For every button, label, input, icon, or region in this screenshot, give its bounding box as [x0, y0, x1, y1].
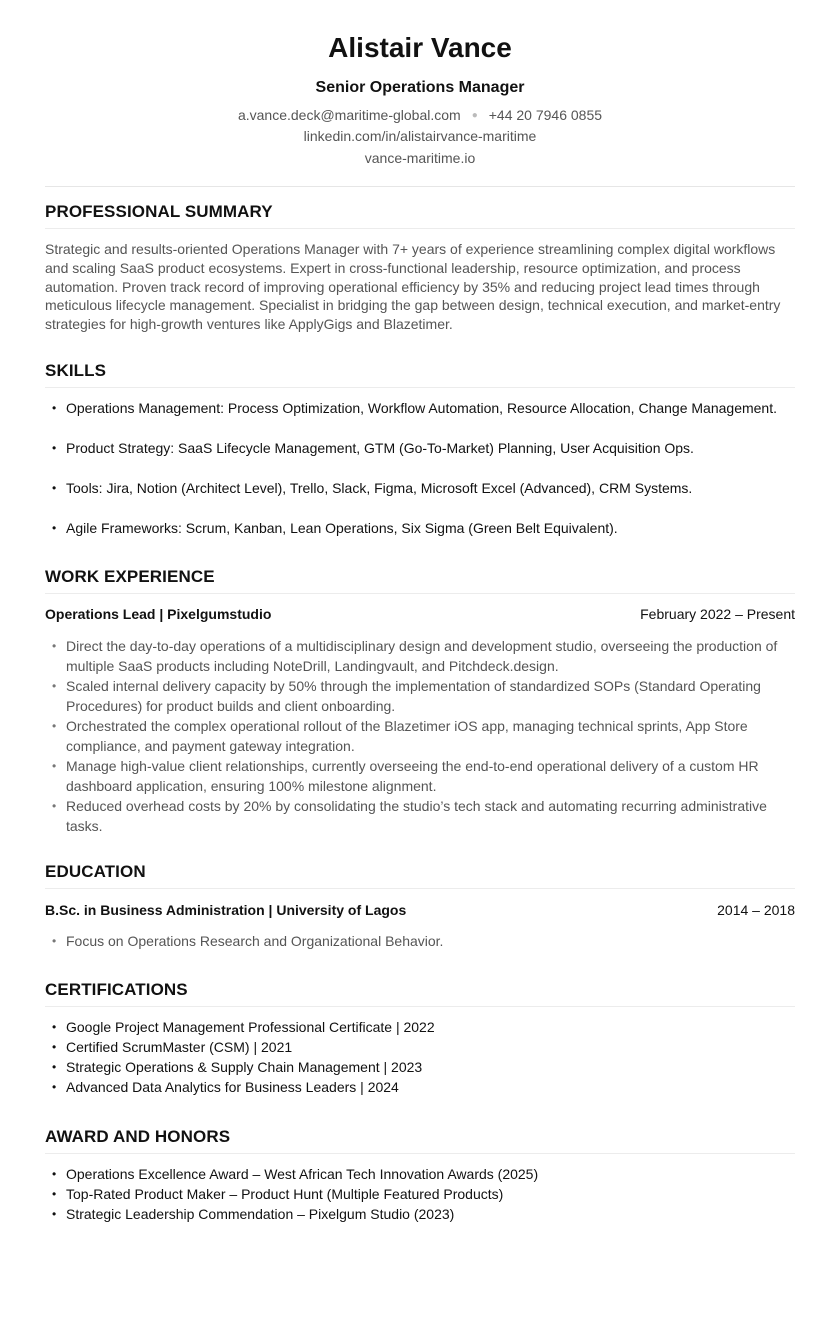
education-bullet: • Focus on Operations Research and Organizational Behavior.: [45, 931, 795, 951]
skill-item: • Operations Management: Process Optimization, Workflow Automation, Resource Allocation, Change Management.: [45, 398, 795, 418]
job-bullet: • Orchestrated the complex operational rollout of the Blazetimer iOS app, managing technical sprints, App Store compliance, and payment gateway integration.: [45, 716, 795, 756]
job-bullet: • Manage high-value client relationships, currently overseeing the end-to-end operational delivery of a custom HR dashboard application, ensuring 100% milestone alignment.: [45, 756, 795, 796]
section-divider: [45, 888, 795, 889]
candidate-title: Senior Operations Manager: [315, 79, 525, 96]
linkedin-link[interactable]: linkedin.com/in/alistairvance-maritime: [303, 128, 537, 144]
certification-item: • Certified ScrumMaster (CSM) | 2021: [45, 1037, 795, 1057]
education-bullets: [45, 931, 795, 951]
job-bullet: • Reduced overhead costs by 20% by consolidating the studio’s tech stack and automating recurring administrative tasks.: [45, 796, 795, 836]
section-divider: [45, 1006, 795, 1007]
awards-list: [45, 1164, 795, 1224]
skill-item: • Tools: Jira, Notion (Architect Level), Trello, Slack, Figma, Microsoft Excel (Advanced), CRM Systems.: [45, 478, 795, 498]
section-divider: [45, 593, 795, 594]
section-divider: [45, 228, 795, 229]
certification-item: • Google Project Management Professional Certificate | 2022: [45, 1017, 795, 1037]
degree: B.Sc. in Business Administration | University of Lagos: [45, 902, 407, 918]
section-divider: [45, 1153, 795, 1154]
award-item: • Top-Rated Product Maker – Product Hunt (Multiple Featured Products): [45, 1184, 795, 1204]
award-item: • Operations Excellence Award – West African Tech Innovation Awards (2025): [45, 1164, 795, 1184]
section-heading-certifications: CERTIFICATIONS: [45, 980, 188, 999]
section-heading-experience: WORK EXPERIENCE: [45, 567, 215, 586]
job-role: Operations Lead | Pixelgumstudio: [45, 606, 272, 622]
certification-item: • Strategic Operations & Supply Chain Management | 2023: [45, 1057, 795, 1077]
certification-item: • Advanced Data Analytics for Business Leaders | 2024: [45, 1077, 795, 1097]
separator-dot-icon: ●: [471, 110, 478, 121]
section-divider: [45, 387, 795, 388]
job-bullet: • Direct the day-to-day operations of a multidisciplinary design and development studio, overseeing the production of multiple SaaS products including NoteDrill, Landingvault, and Pitchdeck.design.: [45, 636, 795, 676]
job-header: [45, 605, 795, 623]
job-bullet: • Scaled internal delivery capacity by 50% through the implementation of standardized SOPs (Standard Operating Procedures) for product builds and client onboarding.: [45, 676, 795, 716]
education-dates: 2014 – 2018: [717, 902, 795, 918]
phone-number[interactable]: +44 20 7946 0855: [488, 107, 603, 123]
summary-text: Strategic and results-oriented Operations Manager with 7+ years of experience streamlining complex digital workflows and scaling SaaS product ecosystems. Expert in cross-functional leadership, resource optimization, and process automation. Proven track record of improving operational efficiency by 35% and reducing project lead times through meticulous lifecycle management. Specialist in bridging the gap between design, technical execution, and market-entry strategies for high-growth ventures like ApplyGigs and Blazetimer.: [45, 241, 781, 333]
skill-item: • Product Strategy: SaaS Lifecycle Management, GTM (Go-To-Market) Planning, User Acquisition Ops.: [45, 438, 795, 458]
job-dates: February 2022 – Present: [640, 606, 795, 622]
section-heading-skills: SKILLS: [45, 361, 107, 380]
certifications-list: [45, 1017, 795, 1097]
section-heading-education: EDUCATION: [45, 862, 146, 881]
website-link[interactable]: vance-maritime.io: [364, 150, 476, 166]
award-item: • Strategic Leadership Commendation – Pixelgum Studio (2023): [45, 1204, 795, 1224]
job-bullets: [45, 636, 795, 836]
header-divider: [45, 186, 795, 187]
candidate-name: Alistair Vance: [328, 32, 512, 63]
skills-list: [45, 398, 795, 558]
section-heading-summary: PROFESSIONAL SUMMARY: [45, 202, 273, 221]
email-link[interactable]: a.vance.deck@maritime-global.com: [237, 107, 461, 123]
contact-row-primary: [45, 106, 795, 127]
education-header: [45, 901, 795, 919]
section-heading-awards: AWARD AND HONORS: [45, 1127, 231, 1146]
skill-item: • Agile Frameworks: Scrum, Kanban, Lean Operations, Six Sigma (Green Belt Equivalent).: [45, 518, 795, 538]
